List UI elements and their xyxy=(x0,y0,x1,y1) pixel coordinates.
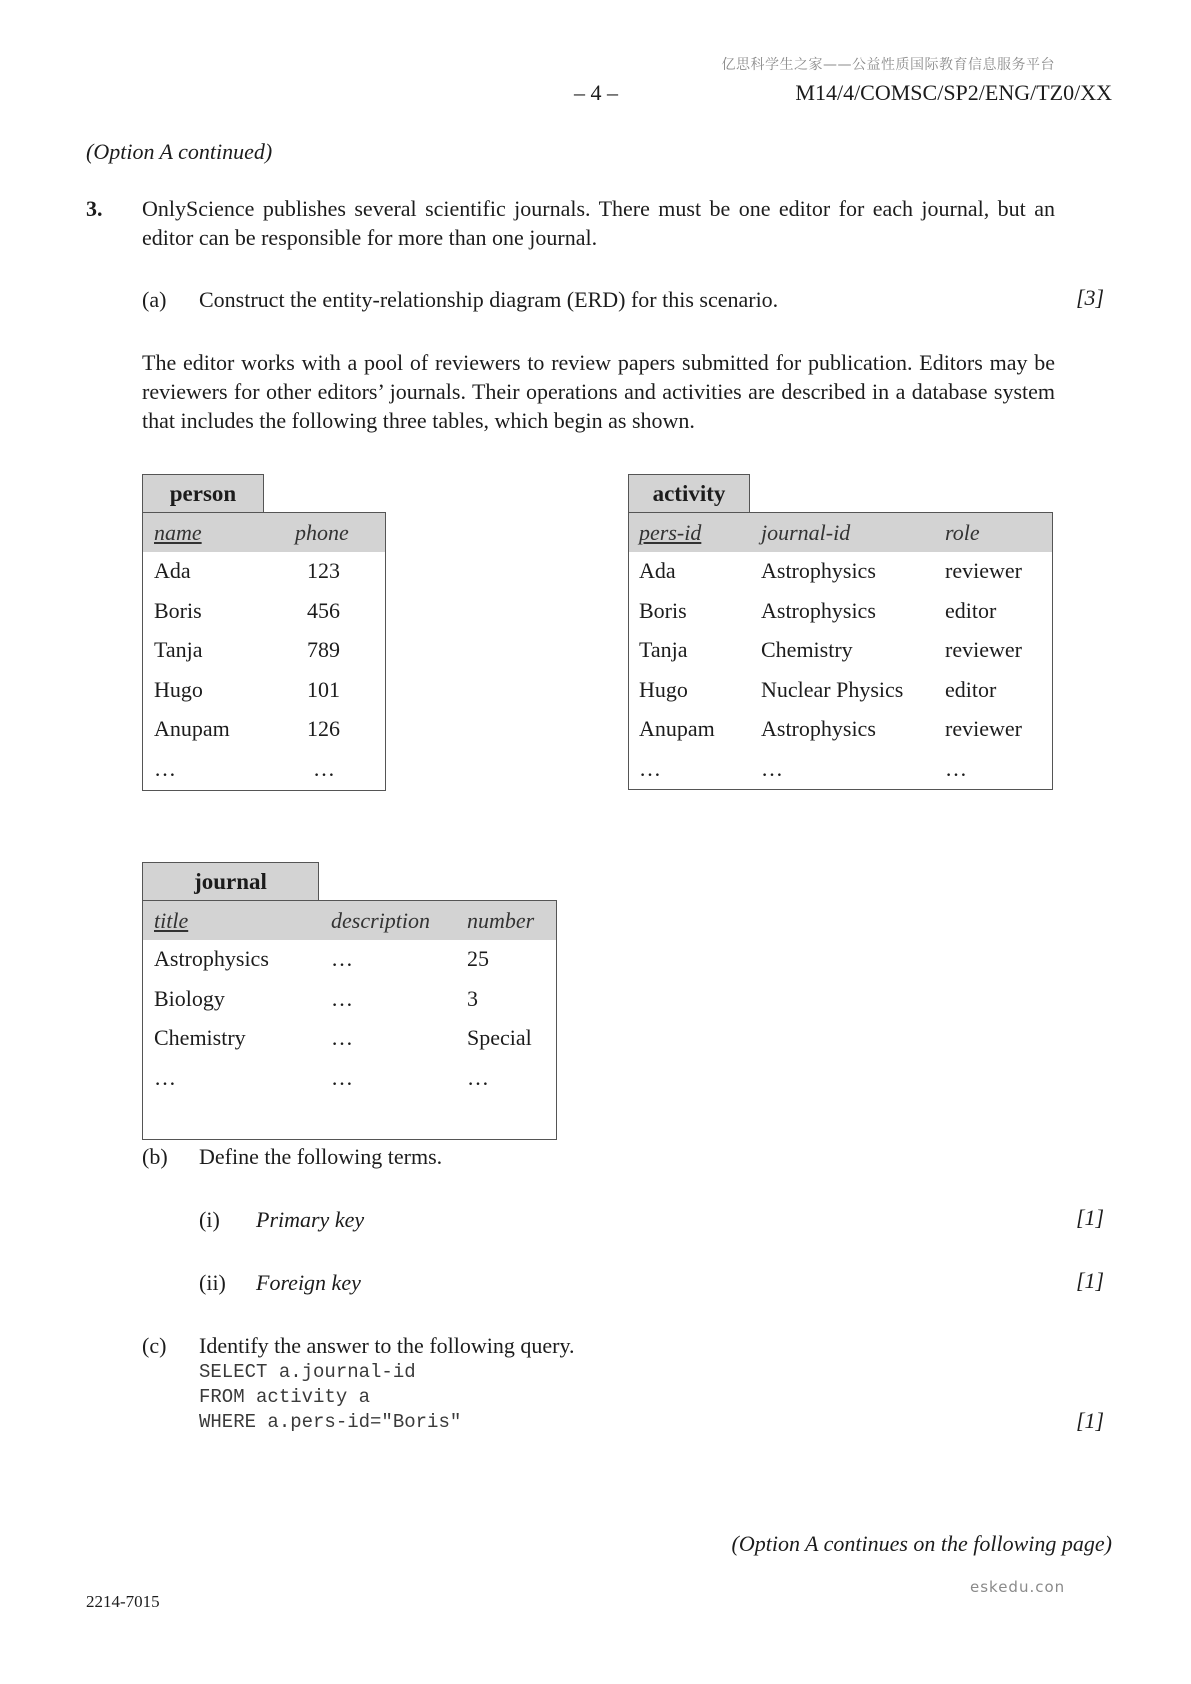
part-b-ii-label: (ii) xyxy=(199,1270,226,1295)
cell: Biology xyxy=(154,985,225,1011)
header-watermark: 亿思科学生之家——公益性质国际教育信息服务平台 xyxy=(721,57,1055,73)
context-paragraph: The editor works with a pool of reviewers to review papers submitted for publication. Editors may be reviewers for other editors’ journals. Their operations and activities are described in a database system that includes the following three tables, which begin as shown. xyxy=(142,350,1055,433)
footer-watermark: eskedu.con xyxy=(970,1578,1066,1596)
cell: 101 xyxy=(307,676,340,702)
part-a-text: Construct the entity-relationship diagram (ERD) for this scenario. xyxy=(199,287,779,312)
table-row xyxy=(143,552,385,592)
journal-col-title: title xyxy=(154,908,189,933)
cell: … xyxy=(331,985,353,1011)
continued-label: (Option A continued) xyxy=(86,139,273,164)
journal-table-name: journal xyxy=(142,862,319,901)
cell: editor xyxy=(945,676,997,702)
journal-col-description: description xyxy=(331,908,430,933)
cell: Hugo xyxy=(639,676,688,702)
table-row xyxy=(629,592,1052,632)
cell: … xyxy=(331,946,353,971)
table-row xyxy=(629,631,1052,671)
table-row xyxy=(143,631,385,671)
table-row xyxy=(629,552,1052,592)
cell: … xyxy=(467,1064,489,1090)
cell: Ada xyxy=(639,558,676,583)
sql-line-1: SELECT a.journal-id xyxy=(199,1361,416,1383)
table-row xyxy=(143,1019,556,1059)
table-row xyxy=(143,980,556,1020)
person-table-name: person xyxy=(142,474,264,513)
table-row xyxy=(629,671,1052,711)
part-a-label: (a) xyxy=(142,287,167,312)
part-b-label: (b) xyxy=(142,1144,168,1169)
cell: Anupam xyxy=(639,716,715,741)
person-table xyxy=(142,474,386,792)
table-row xyxy=(143,940,556,980)
cell: … xyxy=(761,755,783,781)
part-b-ii-term: Foreign key xyxy=(256,1270,361,1295)
part-c-text: Identify the answer to the following query. xyxy=(199,1333,575,1358)
part-a-marks: [3] xyxy=(1076,285,1105,310)
cell: 789 xyxy=(307,637,340,662)
cell: Astrophysics xyxy=(154,946,269,971)
part-b-i-marks: [1] xyxy=(1076,1205,1105,1230)
sql-line-3: WHERE a.pers-id="Boris" xyxy=(199,1411,462,1433)
cell: Anupam xyxy=(154,716,230,741)
part-b-i-term: Primary key xyxy=(256,1207,365,1232)
cell: … xyxy=(331,1064,353,1090)
cell: … xyxy=(945,755,967,781)
cell: reviewer xyxy=(945,637,1022,662)
page-number: – 4 – xyxy=(574,80,618,105)
cell: Chemistry xyxy=(154,1025,246,1050)
cell: 126 xyxy=(307,716,340,741)
cell: 123 xyxy=(307,558,340,583)
person-col-phone: phone xyxy=(295,520,349,545)
table-row xyxy=(629,710,1052,750)
cell: Astrophysics xyxy=(761,597,876,623)
cell: Chemistry xyxy=(761,637,853,662)
person-col-name: name xyxy=(154,520,202,545)
cell: … xyxy=(313,755,335,781)
cell: 3 xyxy=(467,985,478,1011)
cell: Boris xyxy=(639,597,687,623)
cell: Boris xyxy=(154,597,202,623)
activity-col-journal-id: journal-id xyxy=(761,520,851,545)
cell: Tanja xyxy=(639,637,688,662)
cell: Special xyxy=(467,1025,532,1050)
activity-table xyxy=(628,474,1053,791)
cell: … xyxy=(331,1025,353,1050)
part-b-text: Define the following terms. xyxy=(199,1144,443,1169)
table-row xyxy=(143,671,385,711)
cell: reviewer xyxy=(945,716,1022,741)
journal-table xyxy=(142,862,557,1141)
journal-col-number: number xyxy=(467,908,535,933)
cell: 25 xyxy=(467,946,489,971)
footer-code: 2214-7015 xyxy=(86,1592,160,1611)
activity-col-pers-id: pers-id xyxy=(639,520,702,545)
sql-line-2: FROM activity a xyxy=(199,1386,371,1408)
table-row xyxy=(143,750,385,790)
cell: Hugo xyxy=(154,676,203,702)
table-row xyxy=(143,1059,556,1099)
cell: Nuclear Physics xyxy=(761,676,904,702)
cell: … xyxy=(154,755,176,781)
continues-label: (Option A continues on the following page) xyxy=(731,1531,1112,1556)
cell: 456 xyxy=(307,597,340,623)
cell: Astrophysics xyxy=(761,558,876,583)
table-row xyxy=(629,750,1052,790)
part-b-i-label: (i) xyxy=(199,1207,220,1232)
part-b-ii-marks: [1] xyxy=(1076,1268,1105,1293)
paper-code: M14/4/COMSC/SP2/ENG/TZ0/XX xyxy=(795,80,1112,105)
part-c-marks: [1] xyxy=(1076,1408,1105,1433)
cell: … xyxy=(154,1064,176,1090)
question-number: 3. xyxy=(86,196,103,221)
cell: editor xyxy=(945,597,997,623)
activity-col-role: role xyxy=(945,520,980,545)
table-row xyxy=(143,710,385,750)
activity-table-name: activity xyxy=(628,474,750,513)
cell: Astrophysics xyxy=(761,716,876,741)
question-intro: OnlyScience publishes several scientific journals. There must be one editor for each journal, but an editor can be responsible for more than one journal. xyxy=(142,196,1055,250)
table-row xyxy=(143,592,385,632)
cell: Ada xyxy=(154,558,191,583)
cell: reviewer xyxy=(945,558,1022,583)
cell: Tanja xyxy=(154,637,203,662)
cell: … xyxy=(639,755,661,781)
part-c-label: (c) xyxy=(142,1333,167,1358)
